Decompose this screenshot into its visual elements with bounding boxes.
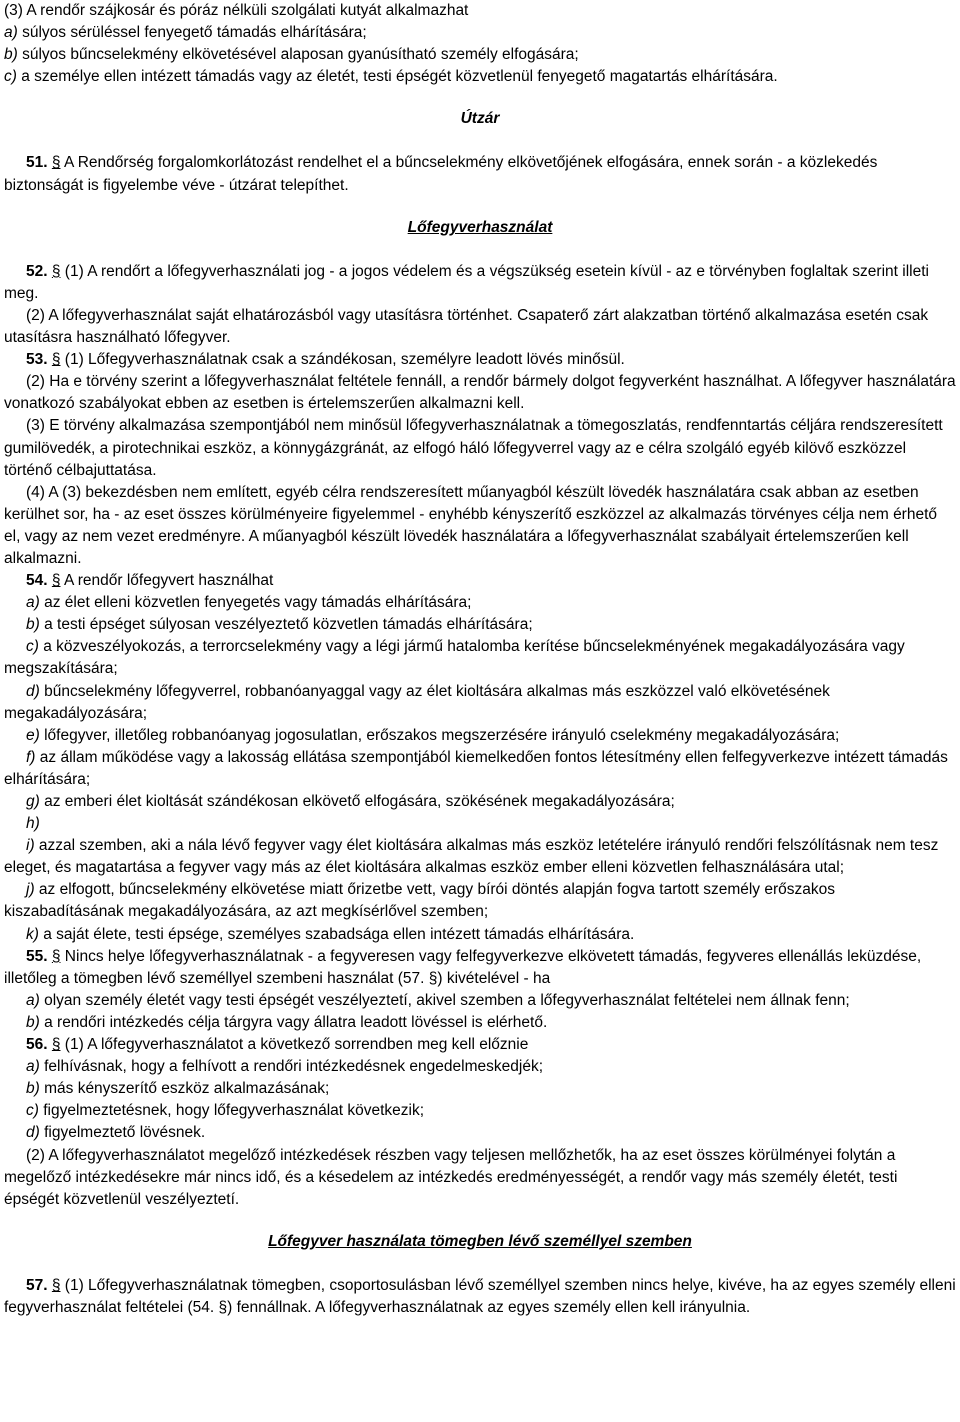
list-item: e) lőfegyver, illetőleg robbanóanyag jogosulatlan, erőszakos megszerzésére irányuló cselekmény megakadályozására;	[26, 726, 840, 744]
list-item: c) a közveszélyokozás, a terrorcselekmény vagy a légi jármű hatalomba kerítése bűncselekményének megakadályozására vagy megszakítására;	[4, 638, 905, 678]
section-52: 52. § (1) A rendőrt a lőfegyverhasználati jog - a jogos védelem és a végszükség esetein kívül - az e törvényben foglaltak szerint illeti meg.	[4, 262, 929, 302]
section-52-paragraph: (2) A lőfegyverhasználat saját elhatározásból vagy utasításra történhet. Csapaterő zárt alakzatban történő alkalmazása esetén csak utasításra használható lőfegyver.	[4, 306, 929, 347]
list-item: h)	[26, 815, 40, 833]
list-item: j) az elfogott, bűncselekmény elkövetése miatt őrizetbe vett, vagy bírói döntés alapján fogva tartott személy erőszakos kiszabadításának megakadályozására, az azt megkísérlővel szemben;	[4, 881, 836, 921]
list-item: i) azzal szemben, aki a nála lévő fegyver vagy élet kioltására alkalmas más eszköz letételére irányuló rendőri felszólításnak nem tesz eleget, és magatartása a fegyver vagy más az élet kioltására alkalmas eszköz ember elleni közvetlen felhasználására utal;	[4, 837, 939, 877]
list-item: a) az élet elleni közvetlen fenyegetés vagy támadás elhárítására;	[26, 594, 472, 612]
section-53-paragraph: (4) A (3) bekezdésben nem említett, egyéb célra rendszeresített műanyagból készült lövedék használatára csak abban az esetben kerülhet sor, ha - az eset összes körülményeire figyelemmel - enyhébb kényszerítő eszközzel az alkalmazás törvényes célja nem érhető el, vagy az nem vezet eredményre. A műanyagból készült lövedék használatára a lőfegyverhasználat szabályait értelemszerűen kell alkalmazni.	[4, 483, 938, 567]
section-53-paragraph: (3) E törvény alkalmazása szempontjából nem minősül lőfegyverhasználatnak a tömegoszlatás, rendfenntartás céljára rendszeresített gumilövedék, a pirotechnikai eszköz, a könnygázgránát, az elfogó háló lőfegyverrel vagy az e célra szolgáló egyéb kilövő eszközzel történő célbajuttatása.	[4, 417, 943, 479]
section-51: 51. § A Rendőrség forgalomkorlátozást rendelhet el a bűncselekmény elkövetőjének elfogására, ennek során - a közlekedés biztonságát is figyelembe véve - útzárat telepíthet.	[4, 154, 878, 194]
list-item: f) az állam működése vagy a lakosság ellátása szempontjából kiemelkedően fontos létesítmény ellen felfegyverkezve intézett támadás elhárítására;	[4, 748, 948, 788]
list-item: d) bűncselekmény lőfegyverrel, robbanóanyaggal vagy az élet kioltására alkalmas más eszközzel való elkövetésének megakadályozására;	[4, 682, 830, 722]
section-55: 55. § Nincs helye lőfegyverhasználatnak - a fegyveresen vagy felfegyverkezve elkövetett támadás, fegyveres ellenállás leküzdése, illetőleg a tömegben lévő személlyel szembeni használat (57. §) kivételével - ha	[4, 947, 922, 987]
section-56-paragraph: (2) A lőfegyverhasználatot megelőző intézkedések részben vagy teljesen mellőzhetők, ha az eset összes körülményei folytán a megelőző intézkedésekre már nincs idő, és a késedelem az intézkedés eredményességét, a rendőr vagy más személy életét, testi épségét közvetlenül veszélyeztetí.	[4, 1146, 898, 1208]
list-item: g) az emberi élet kioltását szándékosan elkövető elfogására, szökésének megakadályozására;	[26, 793, 675, 810]
list-item: b) súlyos bűncselekmény elkövetésével alaposan gyanúsítható személy elfogására;	[4, 46, 579, 64]
section-56: 56. § (1) A lőfegyverhasználatot a következő sorrendben meg kell előznie	[26, 1036, 529, 1054]
list-item: d) figyelmeztető lövésnek.	[26, 1124, 206, 1142]
heading-utzar: Útzár	[460, 110, 500, 128]
list-item: b) a rendőri intézkedés célja tárgyra vagy állatra leadott lövéssel is elérhető.	[26, 1013, 548, 1031]
heading-lofegyverhasznalat: Lőfegyverhasználat	[407, 218, 553, 236]
section-57: 57. § (1) Lőfegyverhasználatnak tömegben, csoportosulásban lévő személlyel szemben nincs helye, kivéve, ha az egyes személy elleni fegyverhasználat feltételei (54. §) fennállnak. A lőfegyverhasználatnak az egyes személy ellen kell irányulnia.	[4, 1276, 956, 1316]
section-53-paragraph: (2) Ha e törvény szerint a lőfegyverhasználat feltétele fennáll, a rendőr bármely dolgot fegyverként használhat. A lőfegyver használatára vonatkozó szabályokat ebben az esetben is értelemszerűen alkalmazni kell.	[4, 373, 956, 413]
list-item: c) figyelmeztetésnek, hogy lőfegyverhasználat következik;	[26, 1102, 425, 1120]
paragraph-3: (3) A rendőr szájkosár és póráz nélküli szolgálati kutyát alkalmazhat	[4, 2, 469, 19]
section-54: 54. § A rendőr lőfegyvert használhat	[26, 572, 274, 590]
section-53: 53. § (1) Lőfegyverhasználatnak csak a szándékosan, személyre leadott lövés minősül.	[26, 351, 625, 369]
list-item: c) a személye ellen intézett támadás vagy az életét, testi épségét közvetlenül fenyegető magatartás elhárítására.	[4, 68, 778, 86]
list-item: a) súlyos sérüléssel fenyegető támadás elhárítására;	[4, 24, 367, 42]
list-item: b) a testi épséget súlyosan veszélyeztető közvetlen támadás elhárítására;	[26, 616, 533, 634]
list-item: a) olyan személy életét vagy testi épségét veszélyeztetí, akivel szemben a lőfegyverhasználat feltételei nem állnak fenn;	[26, 991, 850, 1009]
heading-tomegben: Lőfegyver használata tömegben lévő személlyel szemben	[268, 1232, 692, 1250]
list-item: b) más kényszerítő eszköz alkalmazásának;	[26, 1080, 330, 1098]
list-item: a) felhívásnak, hogy a felhívott a rendőri intézkedésnek engedelmeskedjék;	[26, 1058, 543, 1076]
list-item: k) a saját élete, testi épsége, személyes szabadsága ellen intézett támadás elhárítására.	[26, 925, 635, 943]
